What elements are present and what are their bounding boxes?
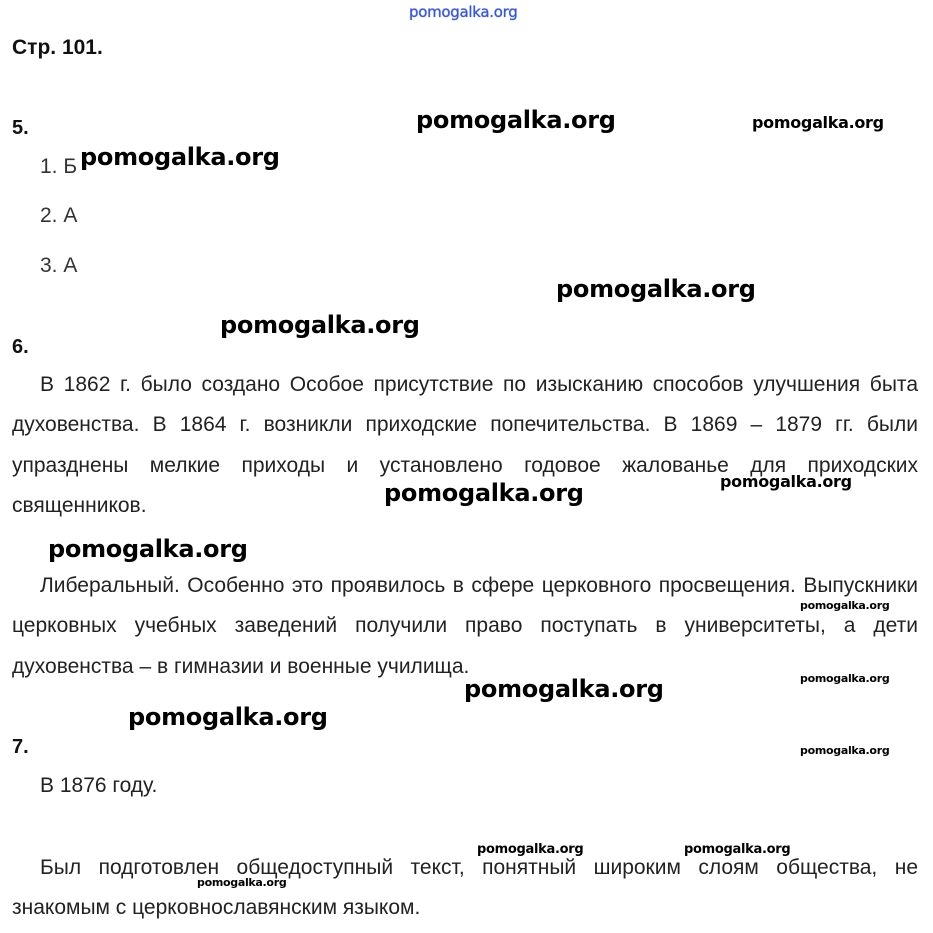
watermark: pomogalka.org — [800, 672, 890, 685]
watermark: pomogalka.org — [80, 143, 280, 171]
watermark-top: pomogalka.org — [409, 3, 518, 21]
watermark: pomogalka.org — [220, 311, 420, 339]
watermark: pomogalka.org — [720, 472, 852, 491]
task-5-answer-1: 1. Б — [40, 155, 78, 178]
task-6-paragraph-1: В 1862 г. было создано Особое присутствие по изысканию способов улучшения быта духовенства. В 1864 г. возникли приходские попечительства. В 1869 – 1879 гг. были упразднены мелкие приходы и установлено годовое жалованье для приходских священников. — [12, 373, 918, 517]
task-6-number: 6. — [12, 336, 29, 358]
task-6-paragraph-2: Либеральный. Особенно это проявилось в сфере церковного просвещения. Выпускники церковных учебных заведений получили право поступать в университеты, а дети духовенства – в гимназии и военные училища. — [12, 574, 918, 678]
page-heading: Стр. 101. — [12, 36, 103, 59]
task-7-paragraph-1: В 1876 году. — [40, 774, 158, 797]
watermark: pomogalka.org — [800, 599, 890, 612]
watermark: pomogalka.org — [464, 675, 664, 703]
task-5-answer-2: 2. А — [40, 204, 78, 227]
task-5-answer-3: 3. А — [40, 254, 78, 277]
watermark: pomogalka.org — [416, 106, 616, 134]
watermark: pomogalka.org — [477, 842, 584, 857]
watermark: pomogalka.org — [384, 479, 584, 507]
watermark: pomogalka.org — [128, 703, 328, 731]
watermark: pomogalka.org — [752, 113, 884, 132]
watermark: pomogalka.org — [197, 876, 287, 889]
watermark: pomogalka.org — [684, 842, 791, 857]
task-7-paragraph-2: Был подготовлен общедоступный текст, понятный широким слоям общества, не знакомым с церковнославянским языком. — [12, 856, 918, 920]
watermark: pomogalka.org — [48, 535, 248, 563]
watermark: pomogalka.org — [800, 744, 890, 757]
task-7-number: 7. — [12, 736, 29, 758]
task-5-number: 5. — [12, 117, 29, 139]
watermark: pomogalka.org — [556, 275, 756, 303]
